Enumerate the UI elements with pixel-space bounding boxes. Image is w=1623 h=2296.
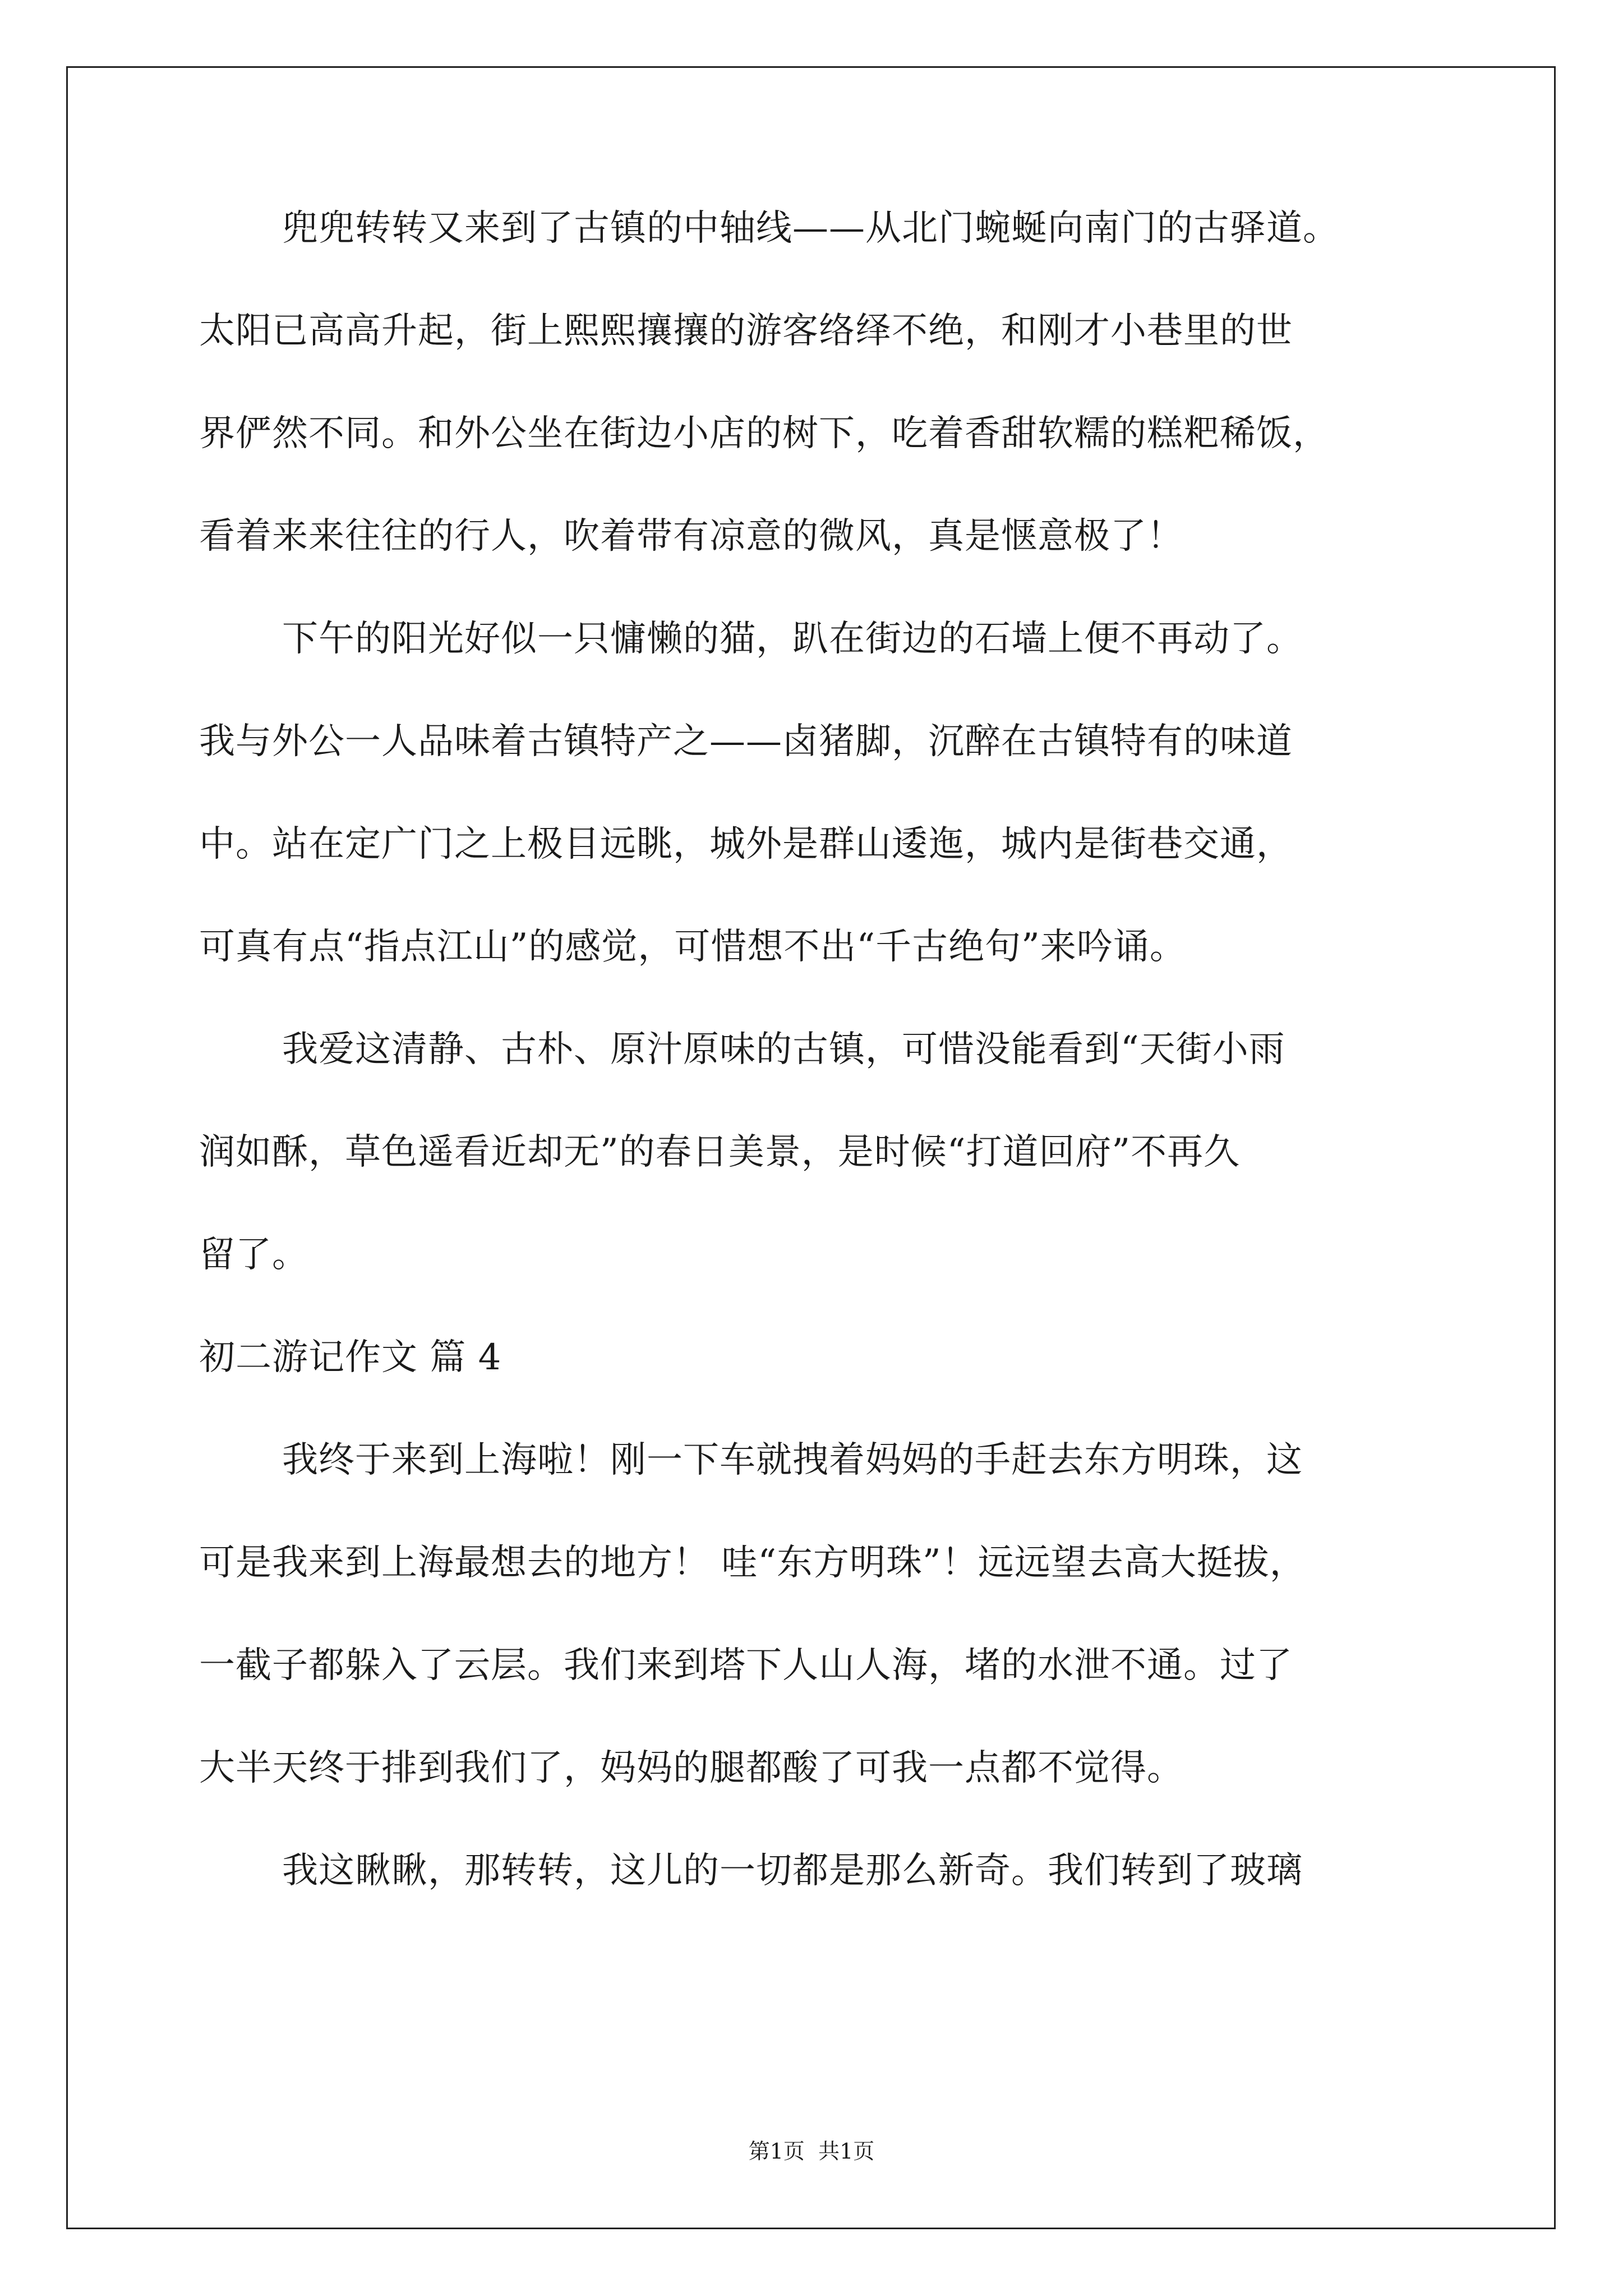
paragraph-line: 可是我来到上海最想去的地方！ 哇“东方明珠”！远远望去高大挺拔， (199, 1542, 1306, 1584)
paragraph-line: 我爱这清静、古朴、原汁原味的古镇，可惜没能看到“天街小雨 (282, 1029, 1285, 1070)
paragraph-line: 太阳已高高升起，街上熙熙攘攘的游客络绎不绝，和刚才小巷里的世 (199, 310, 1293, 352)
paragraph-line: 我与外公一人品味着古镇特产之——卤猪脚，沉醉在古镇特有的味道 (199, 721, 1293, 762)
paragraph-line: 看着来来往往的行人，吹着带有凉意的微风，真是惬意极了！ (199, 516, 1183, 557)
paragraph-line: 留了。 (199, 1234, 308, 1276)
paragraph-line: 可真有点“指点江山”的感觉，可惜想不出“千古绝句”来吟诵。 (199, 926, 1186, 968)
paragraph-line: 大半天终于排到我们了，妈妈的腿都酸了可我一点都不觉得。 (199, 1747, 1183, 1789)
paragraph-line: 润如酥，草色遥看近却无”的春日美景，是时候“打道回府”不再久 (199, 1131, 1241, 1173)
paragraph-line: 我这瞅瞅，那转转，这儿的一切都是那么新奇。我们转到了玻璃 (282, 1850, 1303, 1892)
paragraph-line: 中。站在定广门之上极目远眺，城外是群山逶迤，城内是街巷交通， (199, 823, 1293, 865)
paragraph-line: 一截子都躲入了云层。我们来到塔下人山人海，堵的水泄不通。过了 (199, 1645, 1293, 1686)
section-heading: 初二游记作文 篇 4 (199, 1337, 502, 1378)
paragraph-line: 下午的阳光好似一只慵懒的猫，趴在街边的石墙上便不再动了。 (282, 618, 1303, 660)
page-footer: 第1页 共1页 (748, 2139, 875, 2164)
paragraph-line: 界俨然不同。和外公坐在街边小店的树下，吃着香甜软糯的糕粑稀饭， (199, 413, 1329, 454)
paragraph-line: 兜兜转转又来到了古镇的中轴线——从北门蜿蜒向南门的古驿道。 (282, 208, 1339, 249)
paragraph-line: 我终于来到上海啦！刚一下车就拽着妈妈的手赶去东方明珠，这 (282, 1439, 1303, 1481)
